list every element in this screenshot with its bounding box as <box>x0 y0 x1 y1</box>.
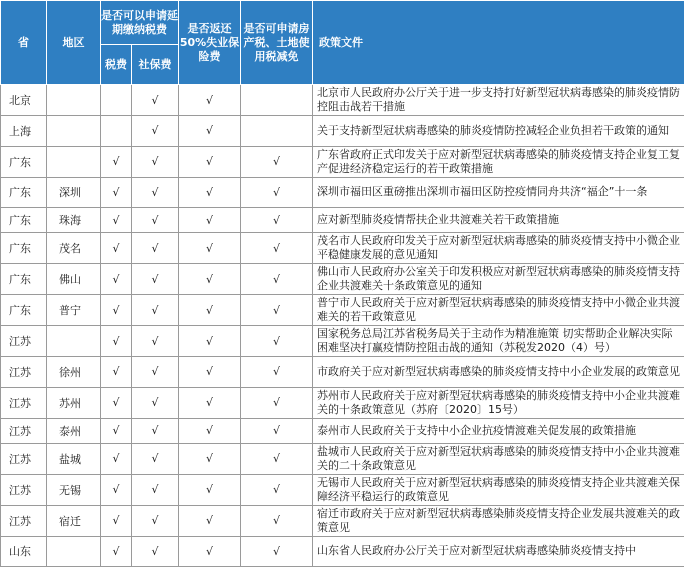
policy-cell: 盐城市人民政府关于应对新型冠状病毒感染的肺炎疫情支持中小企业共渡难关的二十条政策意见 <box>313 443 684 474</box>
property-cell <box>241 85 313 116</box>
check-mark-icon: √ <box>205 241 213 255</box>
check-mark-icon: √ <box>205 272 213 286</box>
refund-cell <box>179 208 241 233</box>
province-cell: 江苏 <box>1 418 47 443</box>
table-header <box>1 1 684 85</box>
property-cell <box>241 233 313 264</box>
check-mark-icon: √ <box>112 544 120 558</box>
check-mark-icon: √ <box>272 155 280 168</box>
policy-cell: 国家税务总局江苏省税务局关于主动作为精准施策 切实帮助企业解决实际困难坚决打赢疫情防控阻击战的通知（苏税发2020（4）号） <box>313 326 684 357</box>
property-cell <box>241 418 313 443</box>
check-mark-icon: √ <box>112 213 120 227</box>
refund-cell <box>179 116 241 147</box>
table-row <box>1 233 684 264</box>
property-cell <box>241 443 313 474</box>
check-mark-icon: √ <box>205 303 213 317</box>
check-mark-icon: √ <box>151 544 159 558</box>
social-cell <box>132 264 179 295</box>
table-row <box>1 387 684 418</box>
check-mark-icon: √ <box>151 334 159 348</box>
header-province: 省 <box>1 1 47 85</box>
social-cell <box>132 326 179 357</box>
check-mark-icon: √ <box>205 93 213 107</box>
province-cell: 江苏 <box>1 326 47 357</box>
province-cell: 上海 <box>1 116 47 147</box>
tax-cell <box>101 536 132 567</box>
check-mark-icon: √ <box>272 396 280 409</box>
property-cell <box>241 357 313 388</box>
table-row <box>1 116 684 147</box>
refund-cell <box>179 418 241 443</box>
refund-cell <box>179 505 241 536</box>
check-mark-icon: √ <box>205 155 213 168</box>
tax-cell <box>101 295 132 326</box>
province-cell: 北京 <box>1 85 47 116</box>
region-cell: 苏州 <box>47 387 101 418</box>
property-cell <box>241 295 313 326</box>
province-cell: 广东 <box>1 295 47 326</box>
social-cell <box>132 295 179 326</box>
check-mark-icon: √ <box>272 544 280 558</box>
region-cell <box>47 85 101 116</box>
check-mark-icon: √ <box>205 213 213 227</box>
table-row <box>1 85 684 116</box>
check-mark-icon: √ <box>272 514 280 527</box>
social-cell <box>132 536 179 567</box>
social-cell <box>132 146 179 177</box>
check-mark-icon: √ <box>112 396 120 409</box>
check-mark-icon: √ <box>151 272 159 286</box>
refund-cell <box>179 85 241 116</box>
check-mark-icon: √ <box>112 424 120 437</box>
check-mark-icon: √ <box>272 365 280 379</box>
tax-cell <box>101 357 132 388</box>
social-cell <box>132 233 179 264</box>
province-cell: 江苏 <box>1 357 47 388</box>
region-cell: 深圳 <box>47 177 101 208</box>
table-row <box>1 505 684 536</box>
policy-cell: 山东省人民政府办公厅关于应对新型冠状病毒感染肺炎疫情支持中 <box>313 536 684 567</box>
check-mark-icon: √ <box>151 155 159 168</box>
table-row <box>1 474 684 505</box>
province-cell: 广东 <box>1 233 47 264</box>
social-cell <box>132 85 179 116</box>
check-mark-icon: √ <box>272 452 280 465</box>
header-social: 社保费 <box>132 45 179 85</box>
policy-cell: 北京市人民政府办公厅关于进一步支持打好新型冠状病毒感染的肺炎疫情防控阻击战若干措施 <box>313 85 684 116</box>
refund-cell <box>179 233 241 264</box>
property-cell <box>241 146 313 177</box>
check-mark-icon: √ <box>272 185 280 199</box>
property-cell <box>241 387 313 418</box>
check-mark-icon: √ <box>151 303 159 317</box>
table-row <box>1 295 684 326</box>
check-mark-icon: √ <box>112 365 120 379</box>
header-tax: 税费 <box>101 45 132 85</box>
province-cell: 江苏 <box>1 443 47 474</box>
check-mark-icon: √ <box>205 365 213 379</box>
social-cell <box>132 505 179 536</box>
social-cell <box>132 443 179 474</box>
policy-cell: 关于支持新型冠状病毒感染的肺炎疫情防控减轻企业负担若干政策的通知 <box>313 116 684 147</box>
province-cell: 山东 <box>1 536 47 567</box>
province-cell: 广东 <box>1 177 47 208</box>
province-cell: 广东 <box>1 264 47 295</box>
refund-cell <box>179 536 241 567</box>
social-cell <box>132 116 179 147</box>
policy-cell: 苏州市人民政府关于应对新型冠状病毒感染的肺炎疫情支持中小企业共渡难关的十条政策意见（苏府〔2020〕15号） <box>313 387 684 418</box>
region-cell: 珠海 <box>47 208 101 233</box>
table-body <box>1 85 684 567</box>
property-cell <box>241 208 313 233</box>
check-mark-icon: √ <box>151 213 159 227</box>
tax-cell <box>101 177 132 208</box>
region-cell <box>47 146 101 177</box>
social-cell <box>132 357 179 388</box>
policy-cell: 无锡市人民政府关于应对新型冠状病毒感染的肺炎疫情支持企业共渡难关保障经济平稳运行的政策意见 <box>313 474 684 505</box>
check-mark-icon: √ <box>112 303 120 317</box>
region-cell <box>47 326 101 357</box>
policy-cell: 佛山市人民政府办公室关于印发积极应对新型冠状病毒感染的肺炎疫情支持企业共渡难关十条政策意见的通知 <box>313 264 684 295</box>
table-row <box>1 326 684 357</box>
check-mark-icon: √ <box>205 483 213 496</box>
check-mark-icon: √ <box>205 185 213 199</box>
table-row <box>1 177 684 208</box>
check-mark-icon: √ <box>272 334 280 348</box>
header-region: 地区 <box>47 1 101 85</box>
check-mark-icon: √ <box>151 185 159 199</box>
policy-cell: 深圳市福田区重磅推出深圳市福田区防控疫情同舟共济“福企”十一条 <box>313 177 684 208</box>
region-cell: 徐州 <box>47 357 101 388</box>
social-cell <box>132 208 179 233</box>
check-mark-icon: √ <box>272 272 280 286</box>
region-cell: 盐城 <box>47 443 101 474</box>
policy-cell: 茂名市人民政府印发关于应对新型冠状病毒感染的肺炎疫情支持中小微企业平稳健康发展的意见通知 <box>313 233 684 264</box>
check-mark-icon: √ <box>112 452 120 465</box>
property-cell <box>241 177 313 208</box>
region-cell: 宿迁 <box>47 505 101 536</box>
social-cell <box>132 177 179 208</box>
check-mark-icon: √ <box>151 396 159 409</box>
policy-cell: 市政府关于应对新型冠状病毒感染的肺炎疫情支持中小企业发展的政策意见 <box>313 357 684 388</box>
check-mark-icon: √ <box>205 544 213 558</box>
tax-cell <box>101 264 132 295</box>
refund-cell <box>179 474 241 505</box>
tax-cell <box>101 387 132 418</box>
check-mark-icon: √ <box>151 365 159 379</box>
header-defer-group: 是否可以申请延期缴纳税费 <box>101 1 179 45</box>
region-cell: 茂名 <box>47 233 101 264</box>
header-property-tax: 是否可申请房产税、土地使用税减免 <box>241 1 313 85</box>
region-cell: 无锡 <box>47 474 101 505</box>
table-row <box>1 536 684 567</box>
tax-cell <box>101 418 132 443</box>
check-mark-icon: √ <box>205 424 213 437</box>
policy-cell: 广东省政府正式印发关于应对新型冠状病毒感染的肺炎疫情支持企业复工复产促进经济稳定运行的若干政策措施 <box>313 146 684 177</box>
table-row <box>1 146 684 177</box>
header-policy: 政策文件 <box>313 1 684 85</box>
property-cell <box>241 326 313 357</box>
table-row <box>1 208 684 233</box>
check-mark-icon: √ <box>272 303 280 317</box>
check-mark-icon: √ <box>112 272 120 286</box>
province-cell: 江苏 <box>1 387 47 418</box>
region-cell <box>47 536 101 567</box>
social-cell <box>132 387 179 418</box>
check-mark-icon: √ <box>151 452 159 465</box>
tax-cell <box>101 233 132 264</box>
refund-cell <box>179 295 241 326</box>
social-cell <box>132 474 179 505</box>
property-cell <box>241 505 313 536</box>
province-cell: 江苏 <box>1 505 47 536</box>
social-cell <box>132 418 179 443</box>
refund-cell <box>179 326 241 357</box>
check-mark-icon: √ <box>112 155 120 168</box>
property-cell <box>241 116 313 147</box>
check-mark-icon: √ <box>205 396 213 409</box>
province-cell: 广东 <box>1 146 47 177</box>
check-mark-icon: √ <box>112 514 120 527</box>
tax-cell <box>101 474 132 505</box>
tax-cell <box>101 505 132 536</box>
property-cell <box>241 474 313 505</box>
table-row <box>1 418 684 443</box>
table-row <box>1 264 684 295</box>
tax-cell <box>101 208 132 233</box>
refund-cell <box>179 177 241 208</box>
check-mark-icon: √ <box>205 334 213 348</box>
check-mark-icon: √ <box>205 452 213 465</box>
province-cell: 江苏 <box>1 474 47 505</box>
check-mark-icon: √ <box>112 483 120 496</box>
check-mark-icon: √ <box>151 424 159 437</box>
check-mark-icon: √ <box>151 483 159 496</box>
refund-cell <box>179 357 241 388</box>
policy-cell: 泰州市人民政府关于支持中小企业抗疫情渡难关促发展的政策措施 <box>313 418 684 443</box>
header-refund: 是否返还50%失业保险费 <box>179 1 241 85</box>
check-mark-icon: √ <box>272 213 280 227</box>
check-mark-icon: √ <box>205 514 213 527</box>
region-cell: 泰州 <box>47 418 101 443</box>
policy-cell: 应对新型肺炎疫情帮扶企业共渡难关若干政策措施 <box>313 208 684 233</box>
refund-cell <box>179 443 241 474</box>
region-cell <box>47 116 101 147</box>
check-mark-icon: √ <box>151 93 159 107</box>
check-mark-icon: √ <box>112 241 120 255</box>
property-cell <box>241 264 313 295</box>
policy-cell: 宿迁市政府关于应对新型冠状病毒感染肺炎疫情支持企业发展共渡难关的政策意见 <box>313 505 684 536</box>
check-mark-icon: √ <box>151 124 159 138</box>
tax-cell <box>101 116 132 147</box>
tax-cell <box>101 326 132 357</box>
check-mark-icon: √ <box>272 424 280 437</box>
region-cell: 普宁 <box>47 295 101 326</box>
province-cell: 广东 <box>1 208 47 233</box>
tax-cell <box>101 146 132 177</box>
table-row <box>1 443 684 474</box>
check-mark-icon: √ <box>272 483 280 496</box>
check-mark-icon: √ <box>205 124 213 138</box>
tax-cell <box>101 85 132 116</box>
refund-cell <box>179 264 241 295</box>
check-mark-icon: √ <box>112 334 120 348</box>
tax-cell <box>101 443 132 474</box>
check-mark-icon: √ <box>112 185 120 199</box>
table-row <box>1 357 684 388</box>
policy-cell: 普宁市人民政府关于应对新型冠状病毒感染的肺炎疫情支持中小微企业共渡难关的若干政策意见 <box>313 295 684 326</box>
refund-cell <box>179 387 241 418</box>
region-cell: 佛山 <box>47 264 101 295</box>
refund-cell <box>179 146 241 177</box>
check-mark-icon: √ <box>151 241 159 255</box>
property-cell <box>241 536 313 567</box>
check-mark-icon: √ <box>151 514 159 527</box>
check-mark-icon: √ <box>272 241 280 255</box>
